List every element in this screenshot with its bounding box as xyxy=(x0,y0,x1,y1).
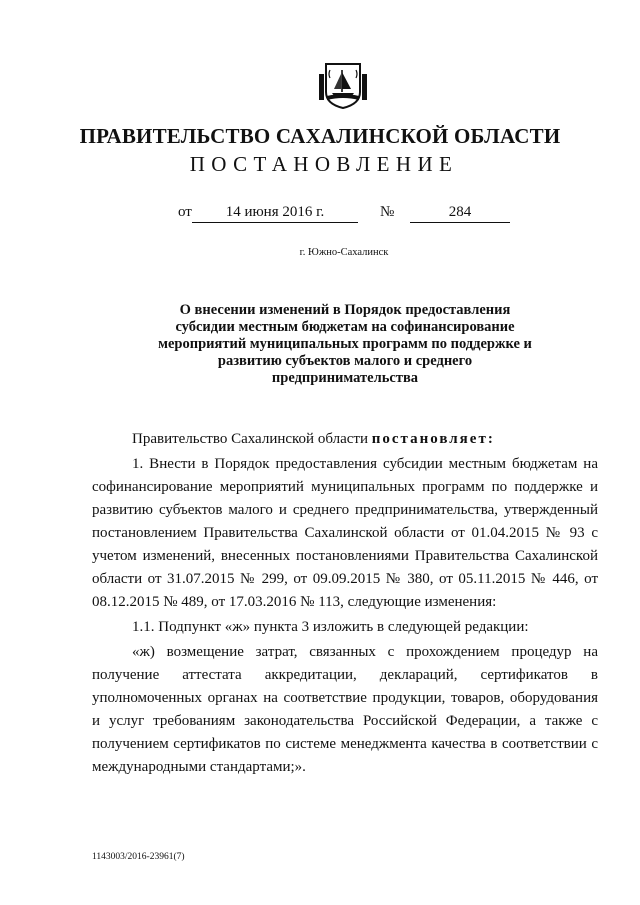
document-code: 1143003/2016-23961(7) xyxy=(92,852,185,862)
city-label: г. Южно-Сахалинск xyxy=(299,247,389,258)
document-subject: О внесении изменений в Порядок предоставления субсидии местным бюджетам на софинансирование мероприятий муниципальных программ по поддержке и развитию субъектов малого и среднего предпринимательства xyxy=(158,302,532,386)
intro-paragraph xyxy=(92,428,598,451)
organization-title: ПРАВИТЕЛЬСТВО САХАЛИНСКОЙ ОБЛАСТИ xyxy=(79,124,561,148)
sakhalin-coat-of-arms-icon xyxy=(318,62,368,110)
paragraph-1: 1. Внести в Порядок предоставления субсидии местным бюджетам на софинансирование мероприятий муниципальных программ по поддержке и развитию субъектов малого и среднего предпринимательства, утвержденный постановлением Правительства Сахалинской области от 01.04.2015 № 93 с учетом изменений, внесенных постановлениями Правительства Сахалинской области от 31.07.2015 № 299, от 09.09.2015 № 380, от 05.11.2015 № 446, от 08.12.2015 № 489, от 17.03.2016 № 113, следующие изменения: xyxy=(92,456,598,610)
date-label: от xyxy=(178,204,192,220)
document-number: 284 xyxy=(410,204,510,223)
document-date: 14 июня 2016 г. xyxy=(192,204,358,223)
intro-prefix: Правительство Сахалинской области xyxy=(132,431,368,447)
document-body xyxy=(92,428,598,779)
intro-verb: постановляет: xyxy=(371,431,495,447)
number-label: № xyxy=(380,204,395,220)
date-number-line xyxy=(0,202,640,226)
paragraph-amendment: «ж) возмещение затрат, связанных с прохождением процедур на получение аттестата аккредитации, деклараций, сертификатов в уполномоченных органах на соответствие продукции, товаров, оборудования и услуг требованиям законодательства Российской Федерации, а также с получением сертификатов по системе менеджмента качества в соответствии с международными стандартами;». xyxy=(92,644,598,775)
paragraph-1-1: 1.1. Подпункт «ж» пункта 3 изложить в следующей редакции: xyxy=(132,619,529,635)
document-type-title: ПОСТАНОВЛЕНИЕ xyxy=(189,152,459,176)
